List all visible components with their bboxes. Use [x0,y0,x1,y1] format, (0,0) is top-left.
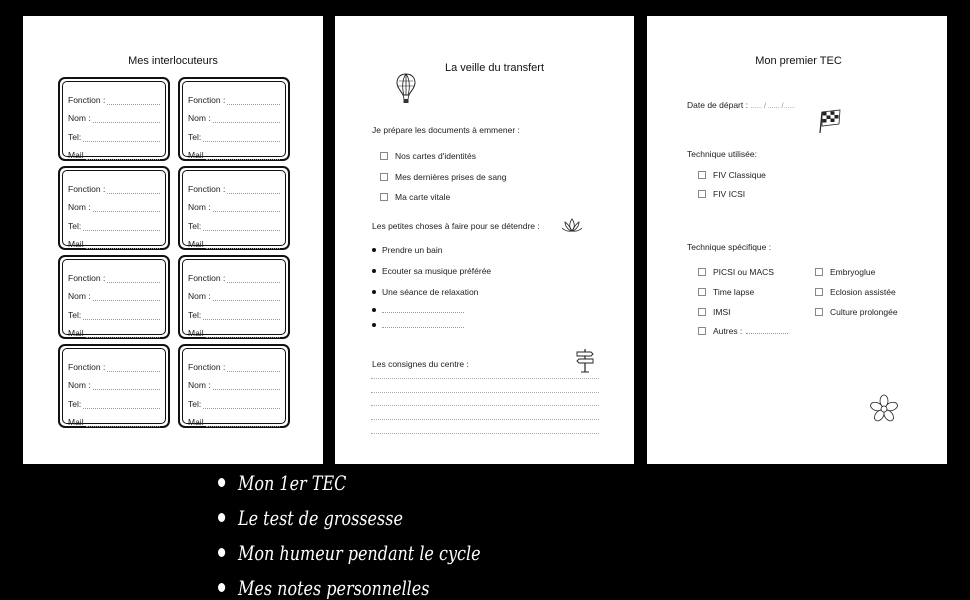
feature-item [218,535,481,570]
checkbox[interactable] [698,327,706,335]
contact-field[interactable] [188,409,280,428]
contact-field[interactable] [68,86,160,105]
contact-field[interactable] [188,353,280,372]
bullet [218,513,225,522]
contact-field-line[interactable] [83,222,160,231]
contact-field-line[interactable] [203,222,280,231]
contact-field-line[interactable] [203,400,280,409]
contact-field-label: Tel: [188,220,202,231]
contact-field-line[interactable] [86,151,160,160]
bullet [372,290,376,294]
signpost-icon [575,347,595,373]
contact-field[interactable] [188,105,280,124]
contact-field-line[interactable] [206,418,280,427]
contact-field[interactable] [188,194,280,213]
contact-field[interactable] [68,123,160,142]
feature-item [218,570,481,600]
contact-field-label: Mail [188,150,204,160]
departure-label [687,100,795,110]
page-title: Mon premier TEC [755,55,842,67]
contact-field-line[interactable] [107,96,160,105]
contact-field-line[interactable] [93,114,160,123]
relax-item [372,266,491,276]
bullet [372,248,376,252]
contact-field-line[interactable] [213,381,280,390]
contact-field[interactable] [188,86,280,105]
bullet [218,583,225,592]
relax-label: Ecouter sa musique préférée [382,266,492,276]
page-veille-transfert [335,16,634,464]
contact-field[interactable] [68,409,160,428]
contact-field[interactable] [188,320,280,339]
contact-field-line[interactable] [203,133,280,142]
contact-field-label: Tel: [188,131,202,142]
contact-field-line[interactable] [93,203,160,212]
specific-label: Embryoglue [830,267,876,277]
feature-item [218,465,481,500]
page-interlocuteurs [23,16,323,464]
contact-field-label: Nom : [188,380,211,390]
specific-option[interactable] [698,267,774,277]
contact-card-inner [62,170,166,249]
contact-field-label: Nom : [68,113,91,123]
instructions-heading: Les consignes du centre : [372,359,469,369]
contact-field-line[interactable] [93,292,160,301]
specific-option[interactable] [698,287,754,297]
checkbox[interactable] [698,268,706,276]
contact-card-inner [182,259,286,338]
contact-field[interactable] [68,390,160,409]
specific-option[interactable] [815,307,898,317]
feature-item [218,500,481,535]
contact-field-label: Fonction : [188,361,226,372]
contact-field-label: Mail [68,239,84,249]
checkbox[interactable] [380,193,388,201]
contact-card-inner [62,348,166,427]
blank-line[interactable] [382,307,464,313]
specific-label: Time lapse [713,287,755,297]
specific-label: Eclosion assistée [830,287,896,297]
contact-field[interactable] [188,301,280,320]
bullet [218,478,225,487]
contact-field-label: Nom : [68,291,91,301]
contact-field-label: Nom : [188,202,211,212]
contact-field[interactable] [68,194,160,213]
contact-field-line[interactable] [203,311,280,320]
note-line[interactable] [371,378,599,379]
relax-item [372,287,478,297]
contact-field[interactable] [188,372,280,391]
page-title: La veille du transfert [444,62,545,74]
contact-field[interactable] [188,123,280,142]
contact-card [58,255,170,339]
note-line[interactable] [371,392,599,393]
contact-field[interactable] [68,301,160,320]
document-item[interactable] [380,192,450,202]
contact-field[interactable] [68,175,160,194]
contact-card [58,77,170,161]
flower-icon [869,394,899,424]
specific-option-other[interactable] [698,326,788,336]
contact-field-label: Nom : [68,202,91,212]
blank-line[interactable] [382,322,464,328]
bullet [372,308,376,312]
checkbox[interactable] [815,288,823,296]
contact-field-label: Mail [188,417,204,427]
checkered-flag-icon [819,108,843,134]
contact-field-label: Tel: [68,131,82,142]
contact-field[interactable] [68,320,160,339]
feature-label: Mon humeur pendant le cycle [238,540,481,565]
relax-label: Une séance de relaxation [382,287,479,297]
contact-card-inner [62,259,166,338]
contact-field-line[interactable] [206,151,280,160]
checkbox[interactable] [380,173,388,181]
contact-field-label: Mail [188,328,204,338]
contact-card-inner [182,81,286,160]
bullet [372,323,376,327]
relax-item-blank[interactable] [372,307,464,313]
page-title: Mes interlocuteurs [128,55,218,67]
technique-label: FIV ICSI [713,189,746,199]
contact-field-line[interactable] [83,133,160,142]
page-premier-tec [647,16,947,464]
technique-option[interactable] [698,170,766,180]
specific-option[interactable] [815,267,875,277]
contact-card [178,77,290,161]
contact-field-line[interactable] [227,274,280,283]
departure-date-field[interactable]: ...... / ...... /...... [750,103,796,110]
contact-card [58,344,170,428]
contact-field-line[interactable] [206,329,280,338]
contact-field[interactable] [68,142,160,161]
contact-field[interactable] [188,175,280,194]
checkbox[interactable] [815,308,823,316]
contact-card-inner [62,81,166,160]
checkbox[interactable] [698,190,706,198]
relax-heading: Les petites choses à faire pour se détendre : [372,221,540,231]
contact-card-inner [182,170,286,249]
contact-field-line[interactable] [86,329,160,338]
departure-label-text: Date de départ : [687,100,748,110]
contact-field-label: Mail [68,150,84,160]
contact-field-line[interactable] [93,381,160,390]
specific-label: IMSI [713,307,731,317]
contact-field-line[interactable] [107,185,160,194]
contact-field-line[interactable] [107,363,160,372]
technique-option[interactable] [698,189,745,199]
contact-field-line[interactable] [206,240,280,249]
checkbox[interactable] [815,268,823,276]
contact-card [178,255,290,339]
contact-field-label: Tel: [188,398,202,409]
contact-field-label: Nom : [188,291,211,301]
document-item[interactable] [380,172,507,182]
checkbox[interactable] [380,152,388,160]
document-item[interactable] [380,151,476,161]
contact-field-label: Fonction : [188,272,226,283]
specific-label: Autres : [713,326,743,336]
contact-card [58,166,170,250]
contact-field[interactable] [68,372,160,391]
contact-field-line[interactable] [86,418,160,427]
contact-field[interactable] [188,264,280,283]
contact-field[interactable] [188,283,280,302]
other-blank-line[interactable] [746,328,788,334]
document-label: Nos cartes d'identités [395,151,476,161]
feature-label: Le test de grossesse [238,505,403,530]
contact-field[interactable] [188,231,280,250]
contact-field-label: Fonction : [68,361,106,372]
bullet [372,269,376,273]
technique-heading: Technique utilisée: [687,149,757,159]
contact-card [178,166,290,250]
feature-label: Mon 1er TEC [238,470,347,495]
contact-field-line[interactable] [86,240,160,249]
contact-field-label: Mail [68,328,84,338]
lotus-icon [561,218,583,232]
contact-field-label: Tel: [68,398,82,409]
contact-field-line[interactable] [83,311,160,320]
contact-field-label: Fonction : [188,183,226,194]
contact-field[interactable] [68,353,160,372]
relax-item-blank[interactable] [372,322,464,328]
contact-cards-grid [58,77,290,428]
specific-heading: Technique spécifique : [687,242,772,252]
document-label: Ma carte vitale [395,192,451,202]
contact-field-label: Mail [188,239,204,249]
contact-field-label: Fonction : [188,94,226,105]
contact-field-label: Nom : [68,380,91,390]
contact-field-label: Fonction : [68,94,106,105]
contact-card-inner [182,348,286,427]
contact-field-label: Nom : [188,113,211,123]
relax-item [372,245,443,255]
contact-field-label: Fonction : [68,183,106,194]
specific-option[interactable] [698,307,730,317]
note-line[interactable] [371,405,599,406]
contact-field-label: Fonction : [68,272,106,283]
contact-field-label: Tel: [68,220,82,231]
contact-field-line[interactable] [83,400,160,409]
checkbox[interactable] [698,171,706,179]
contact-field[interactable] [68,283,160,302]
checkbox[interactable] [698,288,706,296]
contact-field-line[interactable] [227,185,280,194]
specific-option[interactable] [815,287,896,297]
contact-field[interactable] [188,142,280,161]
contact-field[interactable] [68,212,160,231]
contact-field[interactable] [68,105,160,124]
contact-field[interactable] [188,212,280,231]
note-line[interactable] [371,419,599,420]
contact-field[interactable] [188,390,280,409]
contact-field[interactable] [68,231,160,250]
specific-label: Culture prolongée [830,307,898,317]
document-label: Mes dernières prises de sang [395,172,507,182]
contact-field-line[interactable] [107,274,160,283]
technique-label: FIV Classique [713,170,766,180]
bullet [218,548,225,557]
contact-field[interactable] [68,264,160,283]
hot-air-balloon-icon [396,73,416,105]
contact-field-line[interactable] [213,292,280,301]
contact-field-label: Tel: [68,309,82,320]
contact-field-line[interactable] [213,114,280,123]
contact-field-label: Tel: [188,309,202,320]
specific-label: PICSI ou MACS [713,267,774,277]
feature-label: Mes notes personnelles [238,575,430,600]
contact-field-line[interactable] [227,96,280,105]
checkbox[interactable] [698,308,706,316]
relax-label: Prendre un bain [382,245,443,255]
documents-heading: Je prépare les documents à emmener : [372,125,520,135]
contact-field-label: Mail [68,417,84,427]
feature-list [218,465,546,600]
contact-card [178,344,290,428]
contact-field-line[interactable] [227,363,280,372]
note-line[interactable] [371,433,599,434]
contact-field-line[interactable] [213,203,280,212]
